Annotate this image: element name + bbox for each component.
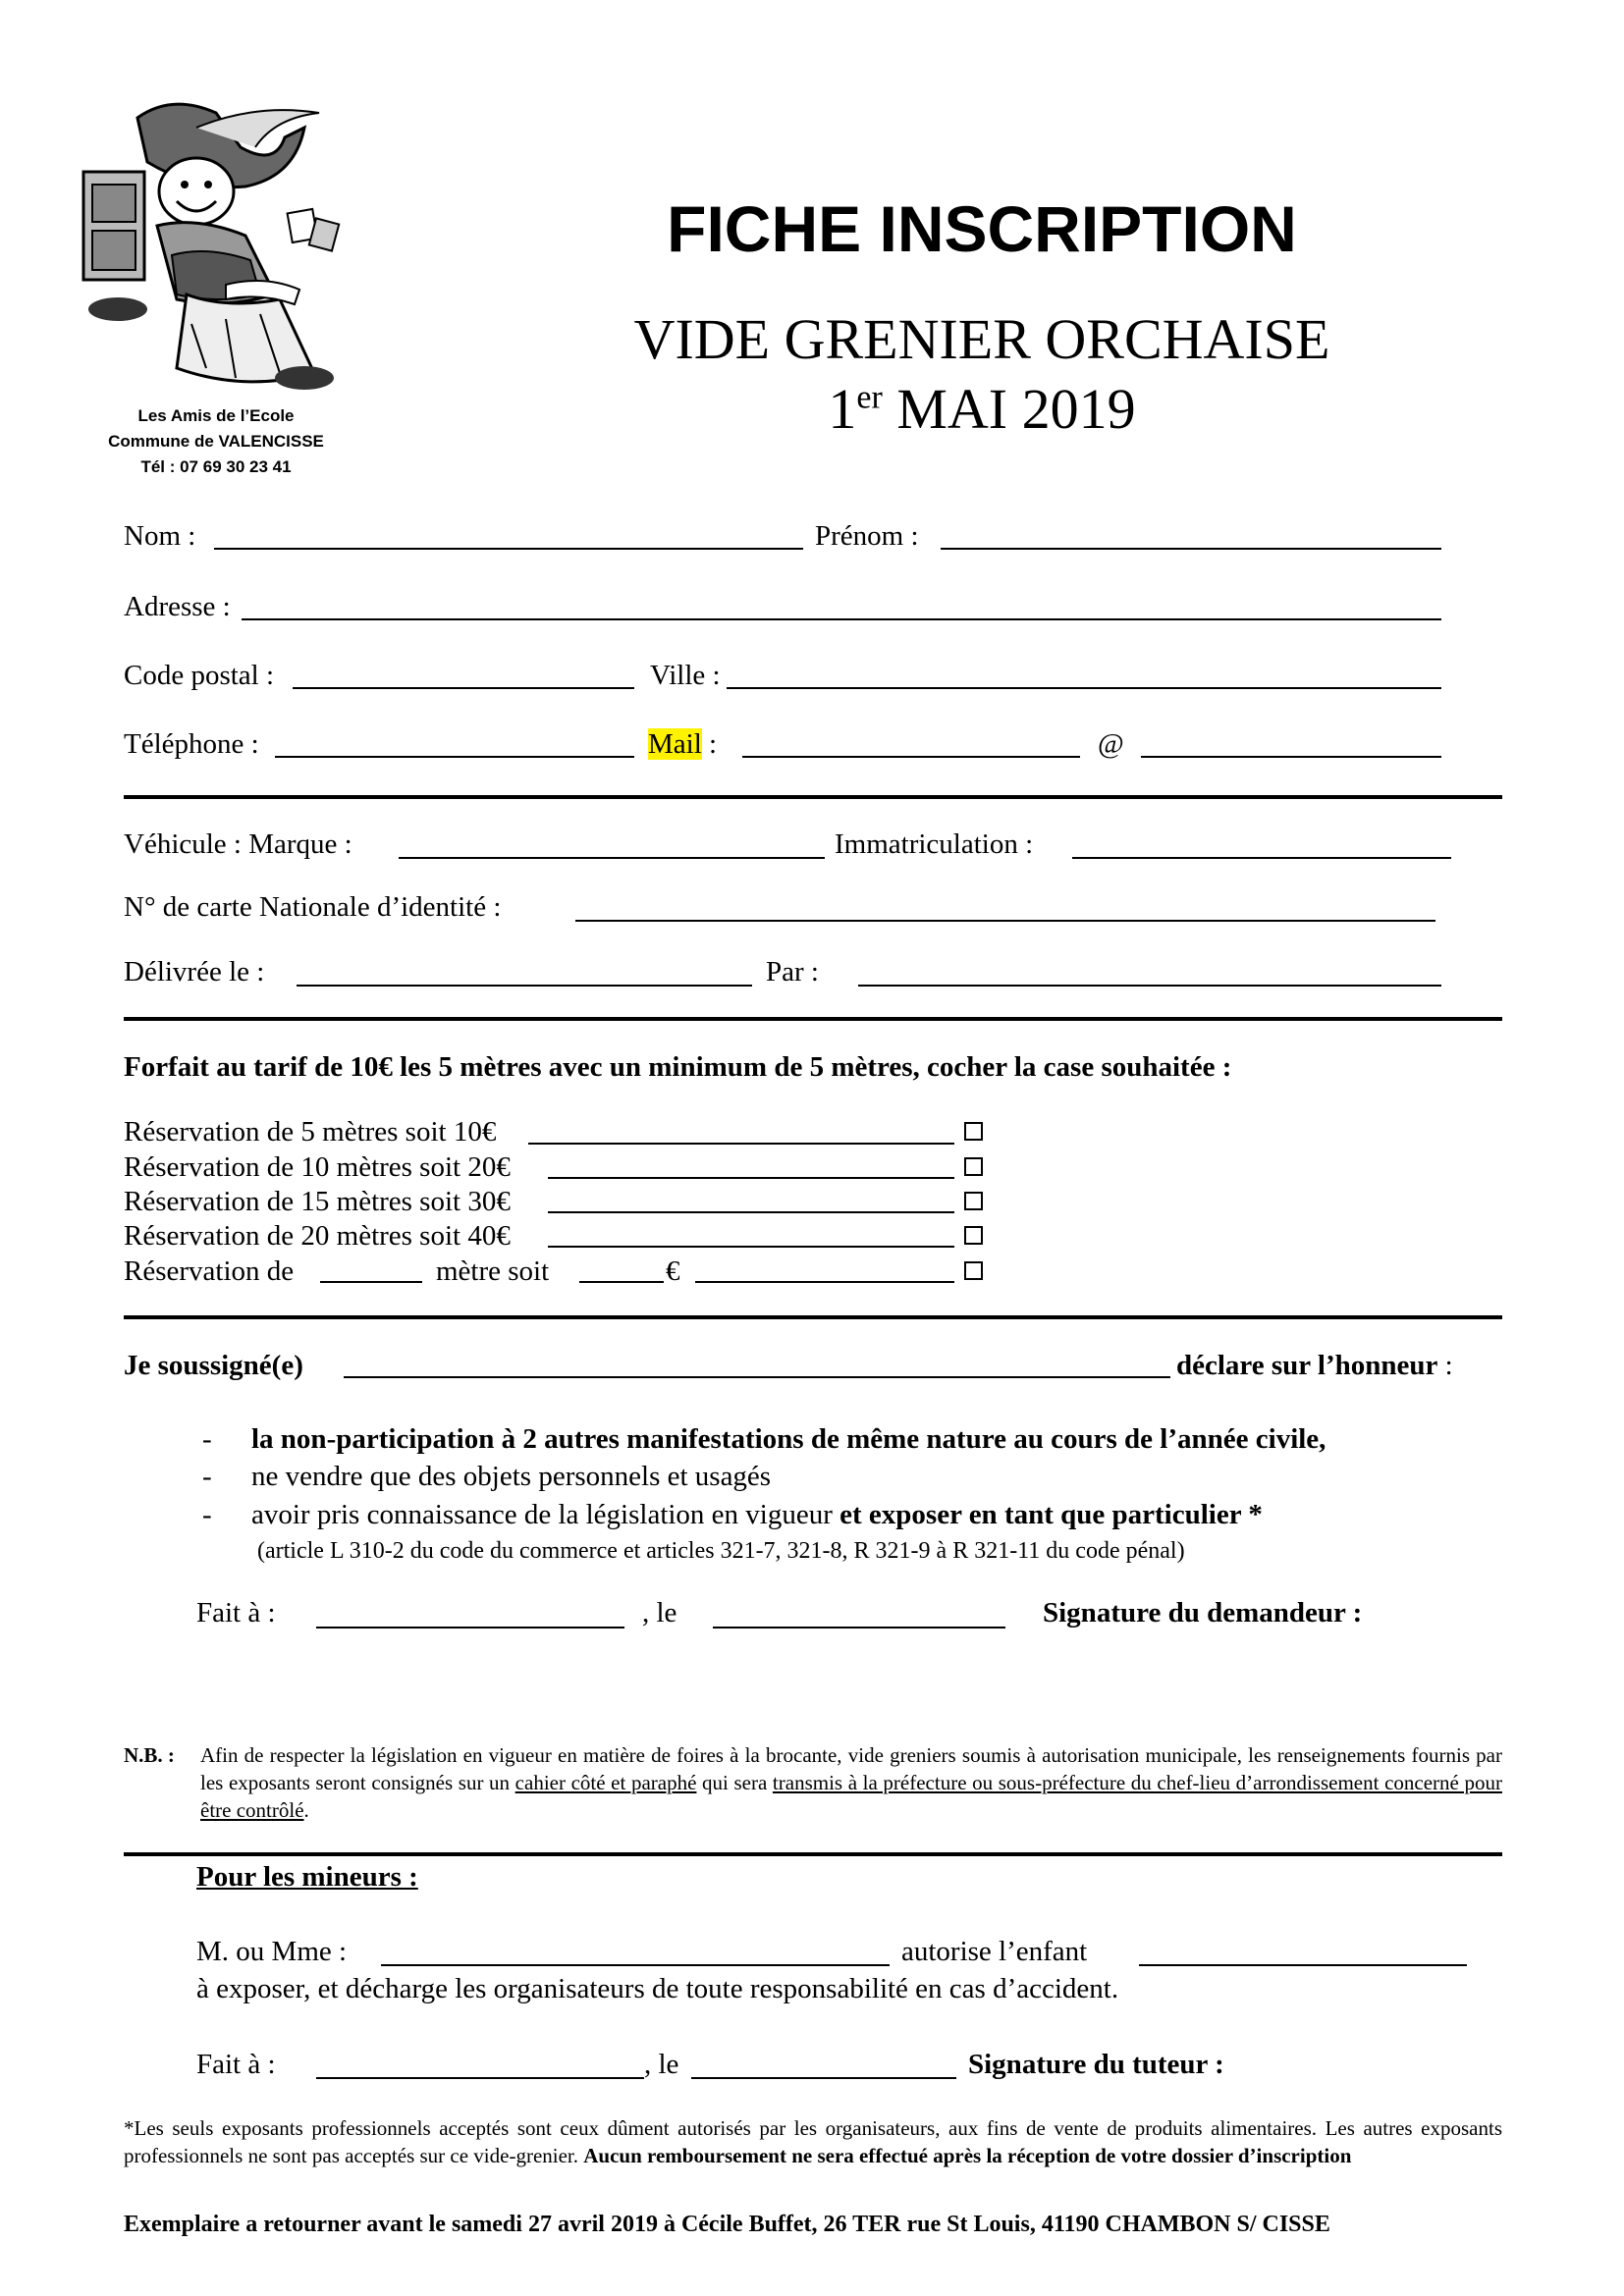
declare-text: déclare sur l’honneur <box>1176 1350 1438 1381</box>
reservation-checkbox-20[interactable] <box>964 1226 983 1245</box>
event-date <box>393 377 1571 441</box>
bullet-dash-1: - <box>202 1423 212 1455</box>
enfant-field[interactable] <box>1139 1964 1467 1966</box>
reservation-custom-euro: € <box>666 1255 680 1287</box>
telephone-field[interactable] <box>275 756 634 758</box>
reservation-checkbox-15[interactable] <box>964 1192 983 1210</box>
reservation-option-20: Réservation de 20 mètres soit 40€ <box>124 1220 511 1252</box>
nb-underline-1: cahier côté et paraphé <box>514 1771 697 1794</box>
reservation-option-5: Réservation de 5 mètres soit 10€ <box>124 1116 497 1148</box>
reservation-custom-price[interactable] <box>579 1281 664 1283</box>
nb-body <box>200 1741 1502 1824</box>
reservation-line-20 <box>548 1246 954 1248</box>
cni-label: N° de carte Nationale d’identité : <box>124 891 502 923</box>
minor-fait-a-label: Fait à : <box>196 2049 276 2080</box>
le-label: , le <box>642 1597 677 1629</box>
event-date-rest: MAI 2019 <box>882 377 1136 441</box>
page-title: FICHE INSCRIPTION <box>667 192 1297 265</box>
event-date-day: 1 <box>828 377 857 441</box>
article-reference: (article L 310-2 du code du commerce et articles 321-7, 321-8, R 321-9 à R 321-11 du code pénal) <box>257 1538 1185 1564</box>
ville-field[interactable] <box>727 687 1441 689</box>
reservation-checkbox-5[interactable] <box>964 1122 983 1141</box>
divider-2 <box>124 1017 1502 1021</box>
return-address: Exemplaire a retourner avant le samedi 27 avril 2019 à Cécile Buffet, 26 TER rue St Louis, 41190 CHAMBON S/ CISSE <box>124 2212 1330 2237</box>
soussigne-label: Je soussigné(e) <box>124 1350 303 1381</box>
fait-a-label: Fait à : <box>196 1597 276 1629</box>
bullet-dash-3: - <box>202 1499 212 1530</box>
fait-a-field[interactable] <box>316 1627 624 1629</box>
telephone-label: Téléphone : <box>124 728 259 760</box>
signature-tuteur: Signature du tuteur : <box>968 2049 1224 2080</box>
mail-label <box>648 730 717 759</box>
decharge-text: à exposer, et décharge les organisateurs de toute responsabilité en cas d’accident. <box>196 1973 1119 2004</box>
prenom-label: Prénom : <box>815 520 919 552</box>
reservation-custom-meters[interactable] <box>320 1281 422 1283</box>
reservation-option-15: Réservation de 15 mètres soit 30€ <box>124 1186 511 1217</box>
professional-note <box>124 2114 1502 2169</box>
nb-text-2: qui sera <box>696 1771 773 1794</box>
nb-text-1: Afin de respecter la législation en vigueur en matière de foires à la brocante, vide greniers soumis à autorisation municipale, les renseignements fournis par les exposants seront consignés sur un <box>200 1743 1502 1794</box>
nb-label: N.B. : <box>124 1743 175 1767</box>
prenom-field[interactable] <box>941 548 1441 550</box>
minors-heading: Pour les mineurs : <box>196 1861 418 1893</box>
reservation-custom-prefix: Réservation de <box>124 1255 295 1287</box>
nom-label: Nom : <box>124 520 196 552</box>
reservation-line-custom <box>695 1281 954 1283</box>
org-commune: Commune de VALENCISSE <box>108 432 324 451</box>
mme-label: M. ou Mme : <box>196 1936 348 1967</box>
marque-field[interactable] <box>399 857 825 859</box>
ville-label: Ville : <box>650 660 721 691</box>
divider-3 <box>124 1315 1502 1319</box>
cni-field[interactable] <box>575 920 1435 922</box>
marque-label: Véhicule : Marque : <box>124 828 352 860</box>
immatriculation-field[interactable] <box>1072 857 1451 859</box>
delivree-label: Délivrée le : <box>124 956 265 988</box>
divider-4 <box>124 1852 1502 1856</box>
bullet-dash-2: - <box>202 1461 212 1492</box>
mascot-logo <box>79 98 349 393</box>
reservation-heading: Forfait au tarif de 10€ les 5 mètres avec un minimum de 5 mètres, cocher la case souhaitée : <box>124 1051 1232 1083</box>
autorise-label: autorise l’enfant <box>901 1936 1088 1967</box>
nb-text-3: . <box>303 1798 309 1822</box>
code-postal-label: Code postal : <box>124 660 275 691</box>
bullet-legislation <box>251 1501 1263 1529</box>
soussigne-field[interactable] <box>344 1376 1170 1378</box>
reservation-line-15 <box>548 1211 954 1213</box>
reservation-option-10: Réservation de 10 mètres soit 20€ <box>124 1151 511 1183</box>
no-refund-text: Aucun remboursement ne sera effectué après la réception de votre dossier d’inscription <box>583 2144 1352 2167</box>
reservation-checkbox-custom[interactable] <box>964 1261 983 1280</box>
professional-note-text: *Les seuls exposants professionnels acceptés sont ceux dûment autorisés par les organisateurs, aux fins de vente de produits alimentaires. Les autres exposants professionnels ne sont pas acceptés sur ce vide-grenier. <box>124 2116 1502 2167</box>
nb-underline-2: transmis à la préfecture ou sous-préfecture du chef-lieu d’arrondissement concerné pour être contrôlé <box>200 1771 1502 1822</box>
mail-highlight: Mail <box>648 728 702 760</box>
reservation-line-10 <box>548 1177 954 1179</box>
nom-field[interactable] <box>214 548 803 550</box>
mail-colon: : <box>709 728 718 760</box>
event-date-sup: er <box>856 379 883 416</box>
le-field[interactable] <box>713 1627 1005 1629</box>
bullet-legislation-a: avoir pris connaissance de la législation en vigueur <box>251 1499 840 1530</box>
bullet-legislation-c: * <box>1241 1499 1263 1530</box>
minor-le-field[interactable] <box>691 2077 956 2079</box>
reservation-line-5 <box>528 1143 954 1145</box>
declare-colon: : <box>1444 1350 1453 1381</box>
code-postal-field[interactable] <box>293 687 634 689</box>
mme-field[interactable] <box>381 1964 890 1966</box>
org-phone: Tél : 07 69 30 23 41 <box>140 457 292 476</box>
reservation-custom-mid: mètre soit <box>436 1255 550 1287</box>
mail-at: @ <box>1098 728 1124 760</box>
adresse-label: Adresse : <box>124 591 231 622</box>
par-field[interactable] <box>858 985 1441 987</box>
declare-label <box>1176 1352 1453 1380</box>
minor-fait-a-field[interactable] <box>316 2077 644 2079</box>
bullet-non-participation: la non-participation à 2 autres manifestations de même nature au cours de l’année civile, <box>251 1423 1326 1455</box>
org-name: Les Amis de l’Ecole <box>137 406 295 425</box>
delivree-field[interactable] <box>297 985 752 987</box>
adresse-field[interactable] <box>242 618 1441 620</box>
immatriculation-label: Immatriculation : <box>835 828 1034 860</box>
mail-user-field[interactable] <box>742 756 1080 758</box>
signature-demandeur: Signature du demandeur : <box>1043 1597 1363 1629</box>
bullet-legislation-b: et exposer en tant que particulier <box>839 1499 1242 1530</box>
event-name: VIDE GRENIER ORCHAISE <box>633 307 1330 371</box>
mail-domain-field[interactable] <box>1141 756 1441 758</box>
bullet-objets: ne vendre que des objets personnels et usagés <box>251 1461 772 1492</box>
minor-le-label: , le <box>644 2049 679 2080</box>
par-label: Par : <box>766 956 819 988</box>
reservation-checkbox-10[interactable] <box>964 1157 983 1176</box>
divider-1 <box>124 795 1502 799</box>
